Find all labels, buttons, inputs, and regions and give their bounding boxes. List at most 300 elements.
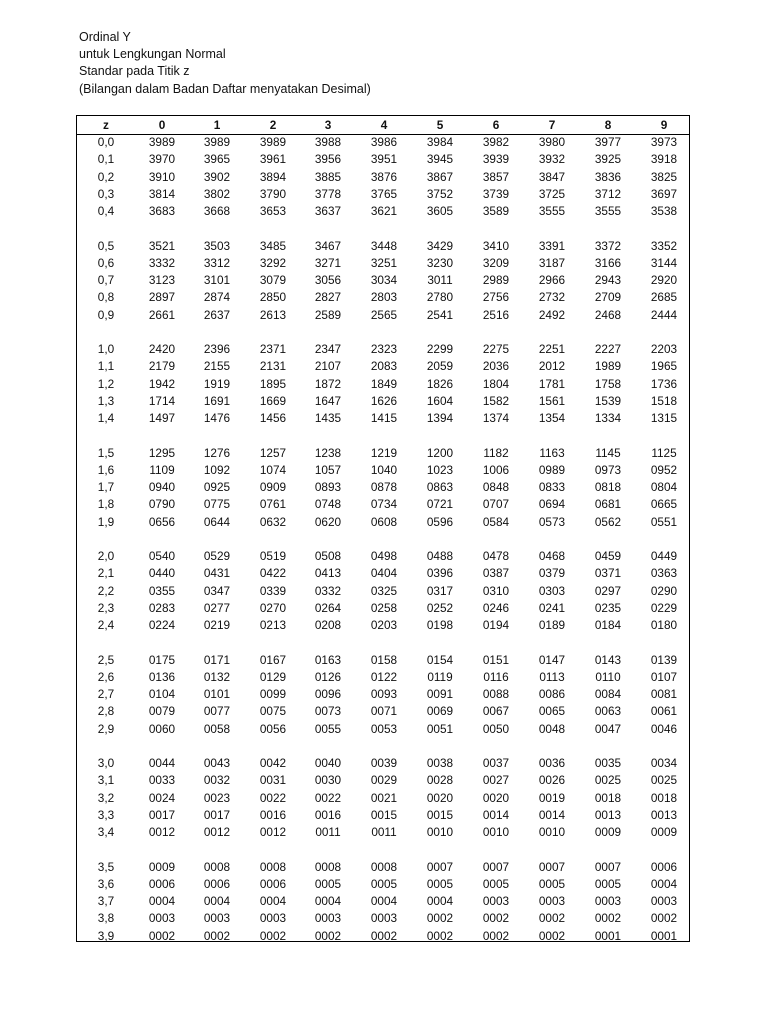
z-value-cell: 0,8 bbox=[97, 290, 115, 305]
ordinate-cell: 1238 bbox=[314, 445, 342, 460]
ordinate-cell: 0009 bbox=[594, 825, 622, 839]
ordinate-cell: 1092 bbox=[203, 462, 231, 477]
ordinate-cell: 1714 bbox=[148, 393, 176, 408]
ordinate-cell: 3555 bbox=[594, 204, 622, 218]
ordinate-cell: 0017 bbox=[203, 807, 231, 822]
ordinate-cell: 3621 bbox=[370, 204, 398, 218]
table-row bbox=[77, 652, 689, 668]
ordinate-cell: 0878 bbox=[370, 480, 398, 494]
ordinate-cell: 2131 bbox=[259, 359, 287, 374]
ordinate-cell: 0003 bbox=[148, 911, 176, 926]
ordinate-cell: 0208 bbox=[314, 618, 342, 632]
table-row bbox=[77, 565, 689, 581]
ordinate-cell: 3836 bbox=[594, 169, 622, 184]
ordinate-cell: 0818 bbox=[594, 480, 622, 494]
table-row bbox=[77, 928, 689, 944]
ordinate-cell: 2227 bbox=[594, 342, 622, 356]
z-value-cell: 3,1 bbox=[97, 773, 115, 788]
ordinate-cell: 1561 bbox=[538, 393, 566, 408]
ordinate-cell: 0440 bbox=[148, 566, 176, 581]
ordinate-cell: 1781 bbox=[538, 376, 566, 391]
ordinate-cell: 0077 bbox=[203, 704, 231, 719]
ordinate-cell: 0804 bbox=[650, 480, 678, 494]
ordinate-cell: 1354 bbox=[538, 411, 566, 425]
table-row bbox=[77, 238, 689, 254]
ordinate-cell: 3230 bbox=[426, 255, 454, 270]
ordinate-cell: 0180 bbox=[650, 618, 678, 632]
ordinate-cell: 0015 bbox=[426, 807, 454, 822]
z-value-cell: 3,2 bbox=[97, 790, 115, 805]
ordinate-cell: 3989 bbox=[203, 135, 231, 149]
ordinate-cell: 0116 bbox=[483, 669, 509, 684]
ordinate-cell: 0258 bbox=[370, 600, 398, 615]
ordinate-cell: 0040 bbox=[314, 756, 342, 770]
ordinate-cell: 0073 bbox=[314, 704, 342, 719]
z-value-cell: 3,6 bbox=[97, 876, 115, 891]
table-row bbox=[77, 479, 689, 495]
ordinate-cell: 0004 bbox=[203, 894, 231, 908]
ordinate-cell: 0058 bbox=[203, 721, 231, 736]
ordinate-cell: 1334 bbox=[594, 411, 622, 425]
ordinate-cell: 0016 bbox=[259, 807, 287, 822]
ordinate-cell: 0042 bbox=[259, 756, 287, 770]
ordinate-cell: 0004 bbox=[370, 894, 398, 908]
ordinate-cell: 1295 bbox=[148, 445, 176, 460]
ordinate-cell: 3752 bbox=[426, 186, 454, 201]
ordinate-cell: 0151 bbox=[482, 652, 510, 667]
ordinate-cell: 0158 bbox=[370, 652, 398, 667]
ordinate-cell: 1872 bbox=[314, 376, 342, 391]
ordinate-cell: 0229 bbox=[650, 600, 678, 615]
ordinate-cell: 0863 bbox=[426, 480, 454, 494]
ordinate-cell: 0396 bbox=[426, 566, 454, 581]
z-value-cell: 0,5 bbox=[97, 238, 115, 253]
table-row bbox=[77, 255, 689, 271]
ordinate-cell: 0006 bbox=[148, 876, 176, 891]
ordinate-cell: 0508 bbox=[314, 549, 342, 563]
ordinate-cell: 2661 bbox=[148, 307, 176, 322]
ordinate-cell: 3825 bbox=[650, 169, 678, 184]
ordinate-cell: 0163 bbox=[314, 652, 342, 667]
ordinate-cell: 0048 bbox=[538, 721, 566, 736]
ordinate-cell: 0086 bbox=[538, 687, 566, 701]
ordinate-cell: 0551 bbox=[650, 514, 678, 529]
ordinate-cell: 0893 bbox=[314, 480, 342, 494]
ordinate-cell: 0012 bbox=[259, 825, 287, 839]
table-row bbox=[77, 203, 689, 219]
ordinate-cell: 1315 bbox=[650, 411, 678, 425]
ordinate-cell: 0002 bbox=[370, 928, 398, 943]
ordinate-cell: 3521 bbox=[148, 238, 176, 253]
ordinate-cell: 3951 bbox=[370, 152, 398, 167]
ordinate-cell: 1895 bbox=[259, 376, 287, 391]
ordinate-cell: 0061 bbox=[650, 704, 678, 719]
z-value-cell: 1,4 bbox=[97, 411, 115, 425]
column-header-7: 7 bbox=[548, 118, 556, 132]
ordinate-cell: 3973 bbox=[650, 135, 678, 149]
table-row bbox=[77, 893, 689, 909]
ordinate-cell: 0008 bbox=[370, 859, 398, 874]
ordinate-cell: 1200 bbox=[426, 445, 454, 460]
z-value-cell: 3,4 bbox=[97, 825, 115, 839]
ordinate-cell: 3802 bbox=[203, 186, 231, 201]
ordinate-cell: 0096 bbox=[314, 687, 342, 701]
ordinate-cell: 2444 bbox=[650, 307, 678, 322]
ordinate-cell: 0020 bbox=[482, 790, 510, 805]
table-row bbox=[77, 169, 689, 185]
ordinate-cell: 0540 bbox=[148, 549, 176, 563]
ordinate-cell: 3555 bbox=[538, 204, 566, 218]
z-value-cell: 3,9 bbox=[97, 928, 115, 943]
ordinate-cell: 3910 bbox=[148, 169, 176, 184]
ordinate-cell: 0079 bbox=[148, 704, 176, 719]
table-row bbox=[77, 790, 689, 806]
ordinate-cell: 2468 bbox=[594, 307, 622, 322]
ordinate-cell: 0194 bbox=[482, 618, 510, 632]
ordinate-cell: 0925 bbox=[203, 480, 231, 494]
ordinate-cell: 2966 bbox=[538, 273, 566, 287]
z-value-cell: 0,0 bbox=[97, 135, 115, 149]
ordinate-cell: 0136 bbox=[148, 669, 176, 684]
ordinate-cell: 3372 bbox=[594, 238, 622, 253]
ordinate-cell: 0028 bbox=[426, 773, 454, 788]
ordinate-cell: 3857 bbox=[482, 169, 510, 184]
z-value-cell: 3,3 bbox=[97, 807, 115, 822]
ordinate-cell: 0270 bbox=[259, 600, 287, 615]
ordinate-cell: 2347 bbox=[314, 342, 342, 356]
ordinate-cell: 0084 bbox=[594, 687, 622, 701]
ordinate-cell: 3965 bbox=[203, 152, 231, 167]
ordinate-cell: 1456 bbox=[259, 411, 287, 425]
ordinate-cell: 2371 bbox=[259, 342, 287, 356]
ordinate-cell: 3986 bbox=[370, 135, 398, 149]
ordinate-cell: 2850 bbox=[259, 290, 287, 305]
ordinate-cell: 3448 bbox=[370, 238, 398, 253]
ordinate-cell: 0519 bbox=[259, 549, 287, 563]
ordinate-cell: 1758 bbox=[594, 376, 622, 391]
ordinate-cell: 0025 bbox=[650, 773, 678, 788]
ordinate-cell: 0775 bbox=[203, 497, 231, 512]
ordinate-cell: 0015 bbox=[370, 807, 398, 822]
ordinate-cell: 0071 bbox=[370, 704, 398, 719]
ordinate-cell: 0002 bbox=[203, 928, 231, 943]
ordinate-cell: 1257 bbox=[259, 445, 287, 460]
ordinate-cell: 0290 bbox=[650, 583, 678, 598]
table-row bbox=[77, 307, 689, 323]
ordinate-cell: 0790 bbox=[148, 497, 176, 512]
ordinate-cell: 2012 bbox=[538, 359, 566, 374]
ordinate-cell: 0050 bbox=[482, 721, 510, 736]
ordinate-cell: 3467 bbox=[314, 238, 342, 253]
ordinate-cell: 3251 bbox=[370, 255, 398, 270]
ordinate-cell: 3765 bbox=[370, 186, 398, 201]
ordinate-cell: 2036 bbox=[482, 359, 510, 374]
ordinate-cell: 2756 bbox=[482, 290, 510, 305]
ordinate-cell: 0017 bbox=[148, 807, 176, 822]
ordinate-cell: 0032 bbox=[203, 773, 231, 788]
ordinate-cell: 1497 bbox=[148, 411, 176, 425]
ordinate-cell: 3637 bbox=[314, 204, 342, 218]
ordinate-cell: 0019 bbox=[538, 790, 566, 805]
ordinate-cell: 0171 bbox=[203, 652, 231, 667]
ordinate-cell: 2685 bbox=[650, 290, 678, 305]
ordinate-cell: 0632 bbox=[259, 514, 287, 529]
ordinate-cell: 1435 bbox=[314, 411, 342, 425]
ordinate-cell: 3925 bbox=[594, 152, 622, 167]
ordinate-cell: 0488 bbox=[426, 549, 454, 563]
ordinate-cell: 0283 bbox=[148, 600, 176, 615]
ordinate-cell: 2827 bbox=[314, 290, 342, 305]
z-value-cell: 2,2 bbox=[97, 583, 115, 598]
ordinate-cell: 0573 bbox=[538, 514, 566, 529]
ordinate-cell: 1219 bbox=[370, 445, 398, 460]
ordinate-cell: 0022 bbox=[259, 790, 287, 805]
ordinate-cell: 3977 bbox=[594, 135, 622, 149]
ordinate-cell: 0007 bbox=[538, 859, 566, 874]
ordinate-cell: 0459 bbox=[594, 549, 622, 563]
ordinate-cell: 0025 bbox=[594, 773, 622, 788]
ordinate-cell: 0044 bbox=[148, 756, 176, 770]
ordinate-cell: 3166 bbox=[594, 255, 622, 270]
ordinate-cell: 0002 bbox=[482, 911, 510, 926]
ordinate-cell: 0656 bbox=[148, 514, 176, 529]
ordinate-cell: 2637 bbox=[203, 307, 231, 322]
header-point-label: Standar pada Titik z bbox=[79, 64, 190, 79]
ordinate-cell: 3961 bbox=[259, 152, 287, 167]
ordinate-cell: 0081 bbox=[650, 687, 678, 701]
ordinate-cell: 0005 bbox=[314, 876, 342, 891]
ordinate-cell: 3101 bbox=[203, 273, 231, 287]
ordinate-cell: 3918 bbox=[650, 152, 678, 167]
z-value-cell: 0,9 bbox=[97, 307, 115, 322]
ordinate-cell: 0026 bbox=[538, 773, 566, 788]
ordinate-cell: 0008 bbox=[314, 859, 342, 874]
z-value-cell: 2,9 bbox=[97, 721, 115, 736]
table-row bbox=[77, 272, 689, 288]
ordinate-cell: 3312 bbox=[203, 255, 231, 270]
ordinate-cell: 2709 bbox=[594, 290, 622, 305]
z-value-cell: 2,4 bbox=[97, 618, 115, 632]
ordinate-cell: 2732 bbox=[538, 290, 566, 305]
ordinate-cell: 0431 bbox=[203, 566, 231, 581]
ordinate-cell: 2323 bbox=[370, 342, 398, 356]
z-value-cell: 2,5 bbox=[97, 652, 115, 667]
z-value-cell: 1,5 bbox=[97, 445, 115, 460]
ordinate-cell: 1965 bbox=[650, 359, 678, 374]
ordinate-cell: 1989 bbox=[594, 359, 622, 374]
z-value-cell: 2,0 bbox=[97, 549, 115, 563]
ordinate-cell: 0024 bbox=[148, 790, 176, 805]
ordinate-cell: 0043 bbox=[203, 756, 231, 770]
ordinate-cell: 0694 bbox=[538, 497, 566, 512]
header-subtitle: untuk Lengkungan Normal bbox=[79, 47, 226, 62]
ordinate-cell: 1539 bbox=[594, 393, 622, 408]
column-header-9: 9 bbox=[660, 118, 668, 132]
ordinate-cell: 0184 bbox=[594, 618, 622, 632]
ordinate-cell: 0007 bbox=[482, 859, 510, 874]
table-row bbox=[77, 686, 689, 702]
column-header-2: 2 bbox=[269, 118, 277, 132]
ordinate-cell: 0110 bbox=[595, 669, 621, 684]
ordinate-cell: 1604 bbox=[426, 393, 454, 408]
ordinate-cell: 3123 bbox=[148, 273, 176, 287]
ordinate-cell: 0021 bbox=[370, 790, 398, 805]
ordinate-cell: 0132 bbox=[203, 669, 231, 684]
ordinate-cell: 2541 bbox=[426, 307, 454, 322]
ordinate-cell: 3605 bbox=[426, 204, 454, 218]
ordinate-cell: 3697 bbox=[650, 186, 678, 201]
ordinate-cell: 0003 bbox=[259, 911, 287, 926]
ordinate-cell: 1182 bbox=[483, 445, 509, 460]
ordinate-cell: 0035 bbox=[594, 756, 622, 770]
ordinate-cell: 0088 bbox=[482, 687, 510, 701]
ordinate-cell: 0468 bbox=[538, 549, 566, 563]
ordinate-cell: 2203 bbox=[650, 342, 678, 356]
ordinate-cell: 3982 bbox=[482, 135, 510, 149]
ordinate-cell: 1849 bbox=[370, 376, 398, 391]
z-value-cell: 3,5 bbox=[97, 859, 115, 874]
ordinate-cell: 0833 bbox=[538, 480, 566, 494]
ordinate-cell: 0069 bbox=[426, 704, 454, 719]
ordinate-cell: 1736 bbox=[650, 376, 678, 391]
ordinate-cell: 3988 bbox=[314, 135, 342, 149]
ordinate-cell: 0056 bbox=[259, 721, 287, 736]
table-row bbox=[77, 807, 689, 823]
ordinate-cell: 0126 bbox=[314, 669, 342, 684]
ordinate-cell: 2107 bbox=[314, 359, 342, 374]
z-value-cell: 3,8 bbox=[97, 911, 115, 926]
ordinate-cell: 3668 bbox=[203, 204, 231, 218]
ordinate-cell: 3391 bbox=[538, 238, 566, 253]
ordinate-cell: 0681 bbox=[594, 497, 622, 512]
ordinate-cell: 3352 bbox=[650, 238, 678, 253]
ordinate-cell: 3271 bbox=[314, 255, 342, 270]
ordinate-cell: 0099 bbox=[259, 687, 287, 701]
ordinate-cell: 0371 bbox=[594, 566, 622, 581]
column-header-6: 6 bbox=[492, 118, 500, 132]
ordinate-cell: 1919 bbox=[203, 376, 231, 391]
ordinate-cell: 1163 bbox=[539, 445, 565, 460]
table-row bbox=[77, 721, 689, 737]
ordinate-cell: 3956 bbox=[314, 152, 342, 167]
ordinate-cell: 0034 bbox=[650, 756, 678, 770]
ordinate-cell: 0707 bbox=[482, 497, 510, 512]
ordinate-cell: 0584 bbox=[482, 514, 510, 529]
ordinate-cell: 0002 bbox=[426, 911, 454, 926]
ordinate-cell: 0063 bbox=[594, 704, 622, 719]
ordinate-cell: 0122 bbox=[370, 669, 398, 684]
table-row bbox=[77, 134, 689, 150]
ordinate-cell: 3725 bbox=[538, 186, 566, 201]
ordinate-cell: 0317 bbox=[426, 583, 454, 598]
ordinate-cell: 0147 bbox=[538, 652, 566, 667]
ordinate-cell: 0004 bbox=[259, 894, 287, 908]
ordinate-cell: 0264 bbox=[314, 600, 342, 615]
ordinate-cell: 0010 bbox=[538, 825, 566, 839]
ordinate-cell: 0036 bbox=[538, 756, 566, 770]
ordinate-cell: 3712 bbox=[594, 186, 622, 201]
ordinate-cell: 0005 bbox=[594, 876, 622, 891]
ordinate-cell: 2780 bbox=[426, 290, 454, 305]
ordinate-cell: 0005 bbox=[370, 876, 398, 891]
z-value-cell: 0,6 bbox=[97, 255, 115, 270]
ordinate-cell: 3980 bbox=[538, 135, 566, 149]
ordinate-cell: 0004 bbox=[314, 894, 342, 908]
ordinate-cell: 3876 bbox=[370, 169, 398, 184]
ordinate-cell: 0325 bbox=[370, 583, 398, 598]
ordinate-cell: 0387 bbox=[482, 566, 510, 581]
ordinate-cell: 0009 bbox=[650, 825, 678, 839]
ordinate-cell: 3011 bbox=[427, 273, 453, 287]
ordinate-cell: 0277 bbox=[203, 600, 231, 615]
ordinate-cell: 2420 bbox=[148, 342, 176, 356]
ordinate-cell: 3902 bbox=[203, 169, 231, 184]
ordinate-cell: 2589 bbox=[314, 307, 342, 322]
ordinate-cell: 3187 bbox=[538, 255, 566, 270]
ordinate-cell: 3144 bbox=[650, 255, 678, 270]
ordinate-cell: 3589 bbox=[482, 204, 510, 218]
table-row bbox=[77, 548, 689, 564]
ordinate-cell: 1394 bbox=[426, 411, 454, 425]
ordinate-cell: 0033 bbox=[148, 773, 176, 788]
ordinate-cell: 0018 bbox=[650, 790, 678, 805]
ordinate-cell: 0038 bbox=[426, 756, 454, 770]
ordinate-cell: 0011 bbox=[315, 825, 341, 839]
ordinate-cell: 0113 bbox=[539, 669, 565, 684]
ordinate-cell: 0347 bbox=[203, 583, 231, 598]
ordinate-cell: 2299 bbox=[426, 342, 454, 356]
ordinate-cell: 0848 bbox=[482, 480, 510, 494]
table-row bbox=[77, 376, 689, 392]
ordinate-cell: 0002 bbox=[148, 928, 176, 943]
ordinate-cell: 0973 bbox=[594, 462, 622, 477]
ordinate-cell: 0012 bbox=[148, 825, 176, 839]
ordinate-cell: 2179 bbox=[148, 359, 176, 374]
ordinate-cell: 0449 bbox=[650, 549, 678, 563]
ordinate-cell: 0008 bbox=[259, 859, 287, 874]
z-value-cell: 1,2 bbox=[97, 376, 115, 391]
ordinate-cell: 0478 bbox=[482, 549, 510, 563]
ordinate-cell: 0413 bbox=[314, 566, 342, 581]
ordinate-cell: 0013 bbox=[594, 807, 622, 822]
ordinate-cell: 1582 bbox=[482, 393, 510, 408]
ordinate-cell: 0009 bbox=[148, 859, 176, 874]
ordinate-cell: 3056 bbox=[314, 273, 342, 287]
ordinate-cell: 2083 bbox=[370, 359, 398, 374]
ordinate-cell: 1942 bbox=[148, 376, 176, 391]
ordinate-cell: 3885 bbox=[314, 169, 342, 184]
ordinate-cell: 0001 bbox=[650, 928, 678, 943]
z-value-cell: 1,7 bbox=[97, 480, 115, 494]
ordinate-cell: 2251 bbox=[538, 342, 566, 356]
ordinate-cell: 0010 bbox=[426, 825, 454, 839]
ordinate-cell: 0909 bbox=[259, 480, 287, 494]
ordinate-cell: 2613 bbox=[259, 307, 287, 322]
ordinate-cell: 3989 bbox=[148, 135, 176, 149]
ordinate-cell: 0012 bbox=[203, 825, 231, 839]
ordinate-cell: 0003 bbox=[314, 911, 342, 926]
ordinate-cell: 0003 bbox=[370, 911, 398, 926]
ordinate-cell: 1626 bbox=[370, 393, 398, 408]
table-row bbox=[77, 410, 689, 426]
ordinate-cell: 1109 bbox=[149, 462, 175, 477]
ordinate-cell: 0644 bbox=[203, 514, 231, 529]
ordinate-cell: 0303 bbox=[538, 583, 566, 598]
ordinate-cell: 0023 bbox=[203, 790, 231, 805]
ordinate-cell: 0091 bbox=[426, 687, 454, 701]
ordinate-cell: 0005 bbox=[426, 876, 454, 891]
ordinate-cell: 1006 bbox=[482, 462, 510, 477]
